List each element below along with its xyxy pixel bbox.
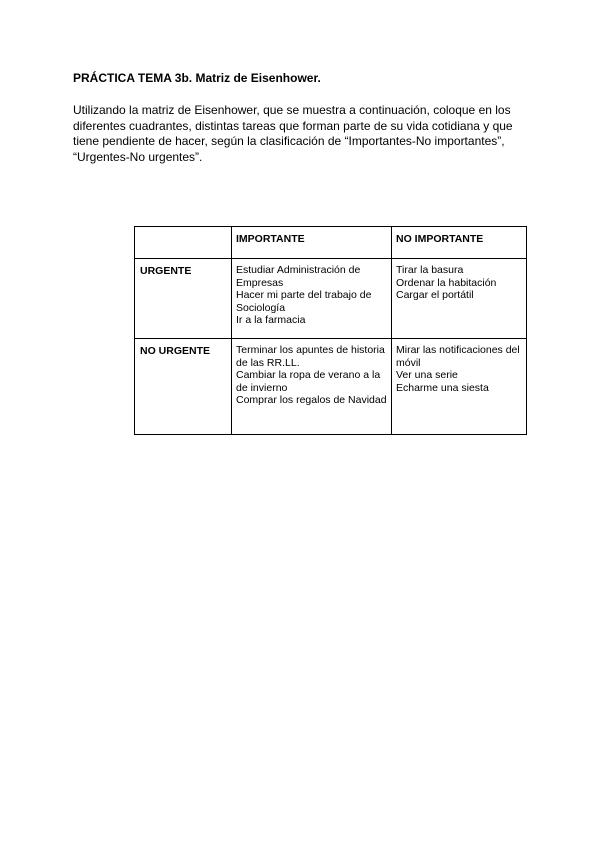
column-header-important: IMPORTANTE [232, 227, 392, 259]
quadrant-urgent-important [232, 259, 392, 339]
task-item: Terminar los apuntes de historia de las RR.LL. [236, 344, 385, 369]
task-item: Comprar los regalos de Navidad [236, 394, 387, 406]
row-label-urgent: URGENTE [135, 259, 232, 339]
matrix-row-urgent [135, 259, 527, 339]
task-item: Tirar la basura [396, 264, 464, 276]
task-item: Cargar el portátil [396, 289, 474, 301]
task-item: Ir a la farmacia [236, 314, 306, 326]
column-header-not-important: NO IMPORTANTE [392, 227, 527, 259]
quadrant-not-urgent-not-important [392, 339, 527, 435]
task-item: Hacer mi parte del trabajo de Sociología [236, 289, 372, 314]
eisenhower-matrix [134, 226, 527, 435]
task-item: Echarme una siesta [396, 381, 489, 394]
matrix-row-not-urgent [135, 339, 527, 435]
task-item: Ordenar la habitación [396, 276, 497, 289]
page-title: PRÁCTICA TEMA 3b. Matriz de Eisenhower. [73, 71, 321, 85]
task-item: Estudiar Administración de Empresas [236, 264, 361, 289]
quadrant-not-urgent-important [232, 339, 392, 435]
matrix-header-row [135, 227, 527, 259]
task-item: Ver una serie [396, 369, 458, 381]
quadrant-urgent-not-important [392, 259, 527, 339]
task-item: Cambiar la ropa de verano a la de invierno [236, 369, 381, 394]
row-label-not-urgent: NO URGENTE [135, 339, 232, 435]
matrix-corner-cell [135, 227, 232, 259]
intro-paragraph: Utilizando la matriz de Eisenhower, que se muestra a continuación, coloque en los diferentes cuadrantes, distintas tareas que forman parte de su vida cotidiana y que tiene pendiente de hacer, según la clasificación de “Importantes-No importantes”, “Urgentes-No urgentes”. [73, 103, 513, 164]
task-item: Mirar las notificaciones del móvil [396, 344, 520, 369]
